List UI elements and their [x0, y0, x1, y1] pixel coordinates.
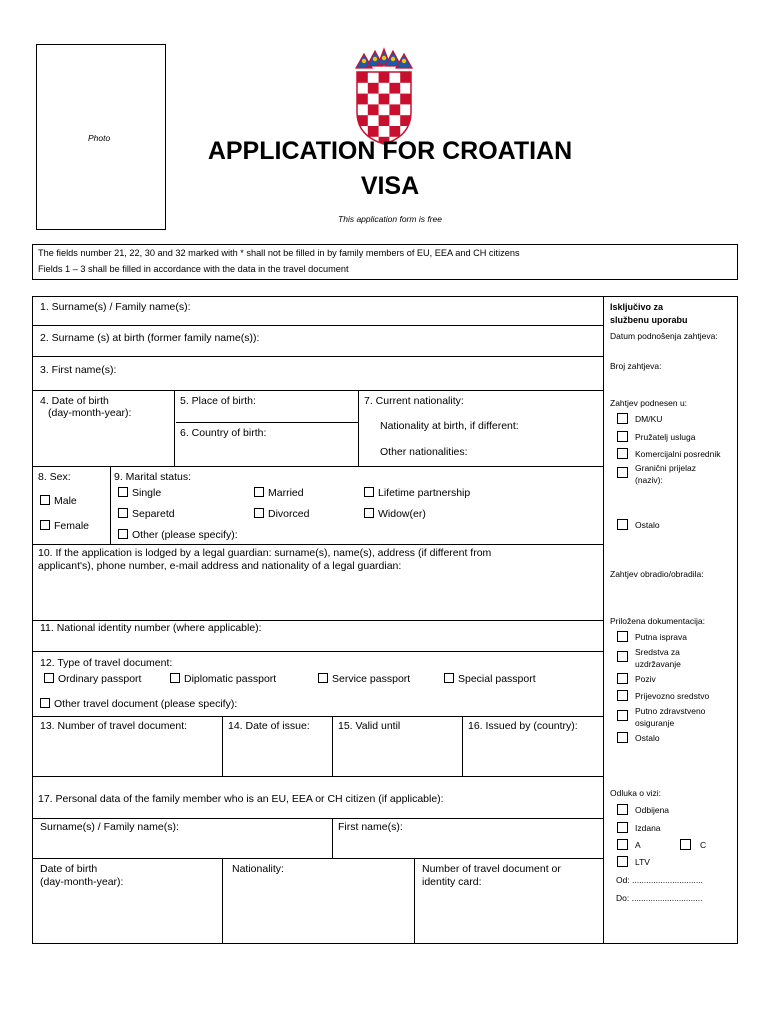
marital-lifetime-checkbox[interactable] [364, 487, 374, 497]
office-border-checkbox[interactable] [617, 467, 628, 478]
field-10-legal-guardian-cont: applicant's), phone number, e-mail address and nationality of a legal guardian: [38, 560, 402, 572]
form-title-line1: APPLICATION FOR CROATIAN [207, 137, 573, 165]
doc-insurance-checkbox[interactable] [617, 710, 628, 721]
free-note: This application form is free [338, 214, 442, 224]
photo-label: Photo [88, 133, 111, 143]
photo-box [36, 44, 166, 230]
marital-separated-checkbox[interactable] [118, 508, 128, 518]
office-processed-by: Zahtjev obradio/obradila: [610, 569, 704, 579]
doc-insurance: Putno zdravstveno [635, 706, 706, 716]
td-diplomatic-option[interactable]: Diplomatic passport [170, 673, 276, 685]
marital-other-checkbox[interactable] [118, 529, 128, 539]
doc-means-checkbox[interactable] [617, 651, 628, 662]
office-intermediary-checkbox[interactable] [617, 448, 628, 459]
doc-invitation: Poziv [635, 674, 656, 684]
doc-means: Sredstva za [635, 647, 680, 657]
decision-issued: Izdana [635, 823, 661, 833]
decision-refused: Odbijena [635, 805, 670, 815]
office-intermediary: Komercijalni posrednik [635, 449, 721, 459]
sex-male-option[interactable]: Male [40, 495, 77, 507]
notice-box [32, 244, 738, 280]
visa-c-checkbox[interactable] [680, 839, 691, 850]
field-7-current-nationality: 7. Current nationality: [364, 395, 464, 407]
office-provider-checkbox[interactable] [617, 431, 628, 442]
field-15-valid-until: 15. Valid until [338, 720, 401, 732]
marital-married-checkbox[interactable] [254, 487, 264, 497]
f17-identity-card: identity card: [422, 876, 482, 888]
td-other-option[interactable]: Other travel document (please specify): [40, 698, 237, 710]
marital-widow-option[interactable]: Widow(er) [364, 508, 426, 520]
doc-invitation-checkbox[interactable] [617, 673, 628, 684]
field-5-place-of-birth: 5. Place of birth: [180, 395, 256, 407]
field-8-sex: 8. Sex: [38, 471, 71, 483]
marital-single-checkbox[interactable] [118, 487, 128, 497]
visa-a: A [635, 840, 641, 850]
doc-insurance-cont: osiguranje [635, 718, 675, 728]
office-border-name: (naziv): [635, 475, 663, 485]
office-dmku-checkbox[interactable] [617, 413, 628, 424]
td-ordinary-option[interactable]: Ordinary passport [44, 673, 141, 685]
f17-surname: Surname(s) / Family name(s): [40, 821, 179, 833]
marital-separated-option[interactable]: Separetd [118, 508, 175, 520]
office-attached-docs: Priložena dokumentacija: [610, 616, 705, 626]
td-service-option[interactable]: Service passport [318, 673, 410, 685]
decision-issued-checkbox[interactable] [617, 822, 628, 833]
f17-first-name: First name(s): [338, 821, 403, 833]
td-special-checkbox[interactable] [444, 673, 454, 683]
form-title-line2: VISA [360, 172, 420, 200]
office-submission-date: Datum podnošenja zahtjeva: [610, 331, 718, 341]
field-4-date-format: (day-month-year): [48, 407, 132, 419]
visa-c: C [700, 840, 707, 850]
f17-date-format: (day-month-year): [40, 876, 124, 888]
office-provider: Pružatelj usluga [635, 432, 696, 442]
office-application-number: Broj zahtjeva: [610, 361, 662, 371]
field-9-marital-status: 9. Marital status: [114, 471, 192, 483]
visa-valid-to: Do: .............................. [616, 893, 703, 903]
f17-date-of-birth: Date of birth [40, 863, 98, 875]
office-other: Ostalo [635, 520, 660, 530]
sex-female-option[interactable]: Female [40, 520, 89, 532]
office-column-divider [603, 296, 604, 944]
field-2-surname-at-birth: 2. Surname (s) at birth (former family name(s)): [40, 332, 260, 344]
marital-married-option[interactable]: Married [254, 487, 304, 499]
sex-female-checkbox[interactable] [40, 520, 50, 530]
doc-transport-checkbox[interactable] [617, 690, 628, 701]
field-7-other-nationalities: Other nationalities: [380, 446, 468, 458]
marital-other-option[interactable]: Other (please specify): [118, 529, 238, 541]
td-diplomatic-checkbox[interactable] [170, 673, 180, 683]
doc-passport: Putna isprava [635, 632, 687, 642]
doc-passport-checkbox[interactable] [617, 631, 628, 642]
notice-line2: Fields 1 – 3 shall be filled in accordance with the data in the travel document [38, 264, 349, 274]
doc-transport: Prijevozno sredstvo [635, 691, 710, 701]
visa-ltv-checkbox[interactable] [617, 856, 628, 867]
f17-document-number: Number of travel document or [422, 863, 561, 875]
field-13-document-number: 13. Number of travel document: [40, 720, 188, 732]
field-10-legal-guardian: 10. If the application is lodged by a legal guardian: surname(s), name(s), address (if different from [38, 547, 492, 559]
td-other-checkbox[interactable] [40, 698, 50, 708]
field-11-national-id: 11. National identity number (where applicable): [40, 622, 262, 634]
office-heading-line1: Isključivo za [610, 302, 664, 312]
td-special-option[interactable]: Special passport [444, 673, 536, 685]
office-dmku: DM/KU [635, 414, 663, 424]
sex-male-checkbox[interactable] [40, 495, 50, 505]
field-14-date-of-issue: 14. Date of issue: [228, 720, 310, 732]
marital-divorced-option[interactable]: Divorced [254, 508, 309, 520]
marital-divorced-checkbox[interactable] [254, 508, 264, 518]
visa-a-checkbox[interactable] [617, 839, 628, 850]
f17-nationality: Nationality: [232, 863, 284, 875]
field-3-first-name: 3. First name(s): [40, 364, 117, 376]
office-heading-line2: službenu uporabu [610, 315, 688, 325]
marital-single-option[interactable]: Single [118, 487, 161, 499]
visa-ltv: LTV [635, 857, 650, 867]
office-visa-decision: Odluka o vizi: [610, 788, 662, 798]
field-7-nationality-at-birth: Nationality at birth, if different: [380, 420, 519, 432]
field-17-family-member: 17. Personal data of the family member who is an EU, EEA or CH citizen (if applicable): [38, 793, 444, 805]
visa-valid-from: Od: .............................. [616, 875, 703, 885]
office-other-checkbox[interactable] [617, 519, 628, 530]
office-border-crossing: Granični prijelaz [635, 463, 696, 473]
doc-other: Ostalo [635, 733, 660, 743]
marital-widow-checkbox[interactable] [364, 508, 374, 518]
field-4-date-of-birth: 4. Date of birth [40, 395, 109, 407]
office-submitted-at: Zahtjev podnesen u: [610, 398, 688, 408]
decision-refused-checkbox[interactable] [617, 804, 628, 815]
field-1-surname: 1. Surname(s) / Family name(s): [40, 301, 191, 313]
field-16-issued-by: 16. Issued by (country): [468, 720, 578, 732]
notice-line1: The fields number 21, 22, 30 and 32 marked with * shall not be filled in by family members of EU, EEA and CH citizens [38, 248, 520, 258]
marital-lifetime-option[interactable]: Lifetime partnership [364, 487, 470, 499]
field-6-country-of-birth: 6. Country of birth: [180, 427, 267, 439]
doc-means-cont: uzdržavanje [635, 659, 681, 669]
td-service-checkbox[interactable] [318, 673, 328, 683]
field-12-travel-document-type: 12. Type of travel document: [40, 657, 173, 669]
croatian-coat-of-arms [352, 46, 416, 146]
td-ordinary-checkbox[interactable] [44, 673, 54, 683]
doc-other-checkbox[interactable] [617, 732, 628, 743]
